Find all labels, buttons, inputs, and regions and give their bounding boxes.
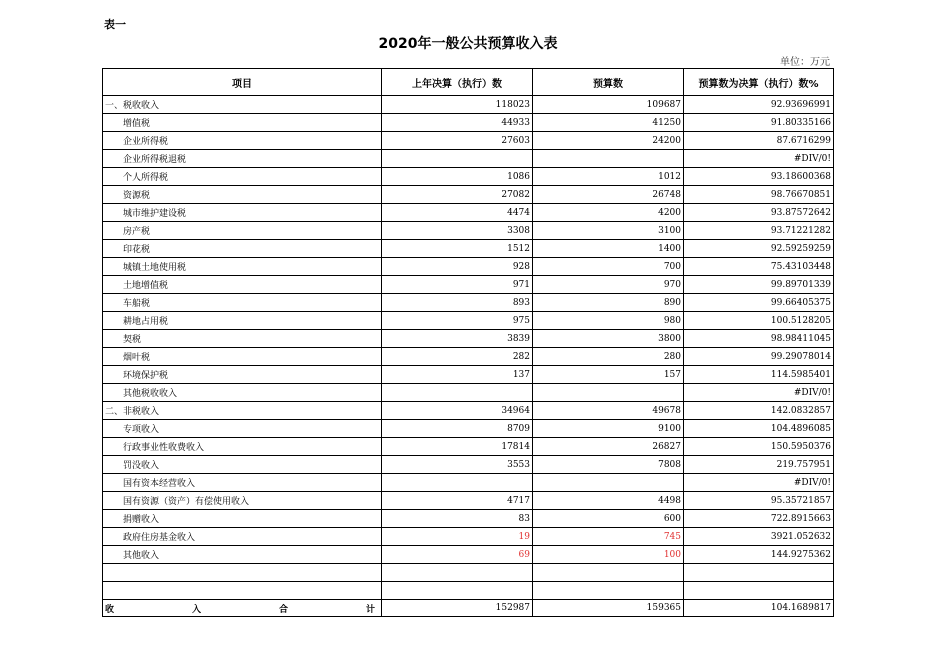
total-pct: 104.1689817 xyxy=(684,600,834,617)
row-prev: 928 xyxy=(382,258,533,276)
row-name: 资源税 xyxy=(103,186,382,204)
row-budget xyxy=(533,474,684,492)
row-budget: 49678 xyxy=(533,402,684,420)
row-budget: 600 xyxy=(533,510,684,528)
row-pct: 75.43103448 xyxy=(684,258,834,276)
revenue-table xyxy=(102,68,834,617)
row-budget: 3800 xyxy=(533,330,684,348)
row-budget: 745 xyxy=(533,528,684,546)
row-pct: #DIV/0! xyxy=(684,150,834,168)
page-title: 2020年一般公共预算收入表 xyxy=(378,36,558,52)
row-name: 政府住房基金收入 xyxy=(103,528,382,546)
row-budget: 109687 xyxy=(533,96,684,114)
row-pct: #DIV/0! xyxy=(684,474,834,492)
table-row xyxy=(103,240,834,258)
unit-label: 单位：万元 xyxy=(780,57,830,68)
row-prev xyxy=(382,384,533,402)
row-pct: 142.0832857 xyxy=(684,402,834,420)
table-row xyxy=(103,222,834,240)
row-prev: 282 xyxy=(382,348,533,366)
total-label-char: 收 xyxy=(105,604,115,615)
row-pct: 98.98411045 xyxy=(684,330,834,348)
row-pct: 3921.052632 xyxy=(684,528,834,546)
row-pct: 93.87572642 xyxy=(684,204,834,222)
total-label-char: 入 xyxy=(191,604,201,615)
row-name: 行政事业性收费收入 xyxy=(103,438,382,456)
row-name: 国有资本经营收入 xyxy=(103,474,382,492)
total-label xyxy=(103,600,382,617)
row-budget: 1400 xyxy=(533,240,684,258)
row-prev: 1512 xyxy=(382,240,533,258)
row-budget: 1012 xyxy=(533,168,684,186)
row-prev: 69 xyxy=(382,546,533,564)
row-name: 国有资源（资产）有偿使用收入 xyxy=(103,492,382,510)
table-row xyxy=(103,456,834,474)
row-budget: 7808 xyxy=(533,456,684,474)
col-header-pct: 预算数为决算（执行）数% xyxy=(684,69,834,96)
row-pct: 144.9275362 xyxy=(684,546,834,564)
row-pct: 99.66405375 xyxy=(684,294,834,312)
table-row xyxy=(103,294,834,312)
table-row xyxy=(103,132,834,150)
table-row xyxy=(103,114,834,132)
row-budget: 24200 xyxy=(533,132,684,150)
table-row xyxy=(103,366,834,384)
row-budget xyxy=(533,150,684,168)
row-pct: 114.5985401 xyxy=(684,366,834,384)
row-prev xyxy=(382,474,533,492)
blank-row xyxy=(103,564,834,582)
table-row xyxy=(103,258,834,276)
row-budget: 100 xyxy=(533,546,684,564)
table-row xyxy=(103,96,834,114)
row-budget: 980 xyxy=(533,312,684,330)
row-prev: 118023 xyxy=(382,96,533,114)
row-pct: 150.5950376 xyxy=(684,438,834,456)
table-row xyxy=(103,330,834,348)
row-name: 烟叶税 xyxy=(103,348,382,366)
row-pct: 99.89701339 xyxy=(684,276,834,294)
row-name: 个人所得税 xyxy=(103,168,382,186)
row-budget: 970 xyxy=(533,276,684,294)
row-prev: 893 xyxy=(382,294,533,312)
row-prev: 8709 xyxy=(382,420,533,438)
row-prev xyxy=(382,150,533,168)
row-pct: 219.757951 xyxy=(684,456,834,474)
table-row xyxy=(103,348,834,366)
row-prev: 3308 xyxy=(382,222,533,240)
table-row xyxy=(103,168,834,186)
row-pct: 87.6716299 xyxy=(684,132,834,150)
row-name: 车船税 xyxy=(103,294,382,312)
row-prev: 27603 xyxy=(382,132,533,150)
row-name: 房产税 xyxy=(103,222,382,240)
row-name: 其他税收收入 xyxy=(103,384,382,402)
table-row xyxy=(103,276,834,294)
row-name: 专项收入 xyxy=(103,420,382,438)
row-name: 增值税 xyxy=(103,114,382,132)
row-name: 印花税 xyxy=(103,240,382,258)
col-header-prev: 上年决算（执行）数 xyxy=(382,69,533,96)
row-pct: 93.18600368 xyxy=(684,168,834,186)
row-name: 土地增值税 xyxy=(103,276,382,294)
row-pct: 100.5128205 xyxy=(684,312,834,330)
row-name: 捐赠收入 xyxy=(103,510,382,528)
row-prev: 19 xyxy=(382,528,533,546)
table-tag: 表一 xyxy=(104,18,126,31)
row-budget: 41250 xyxy=(533,114,684,132)
row-budget: 26827 xyxy=(533,438,684,456)
row-name: 其他收入 xyxy=(103,546,382,564)
table-row xyxy=(103,186,834,204)
row-pct: 92.93696991 xyxy=(684,96,834,114)
total-row xyxy=(103,600,834,617)
row-prev: 34964 xyxy=(382,402,533,420)
table-row xyxy=(103,420,834,438)
row-name: 企业所得税 xyxy=(103,132,382,150)
row-budget: 9100 xyxy=(533,420,684,438)
row-budget: 26748 xyxy=(533,186,684,204)
row-prev: 975 xyxy=(382,312,533,330)
table-row xyxy=(103,150,834,168)
row-prev: 83 xyxy=(382,510,533,528)
blank-row xyxy=(103,582,834,600)
table-row xyxy=(103,384,834,402)
row-pct: 104.4896085 xyxy=(684,420,834,438)
row-budget: 4200 xyxy=(533,204,684,222)
row-name: 二、非税收入 xyxy=(103,402,382,420)
table-row xyxy=(103,546,834,564)
row-prev: 3839 xyxy=(382,330,533,348)
row-budget: 3100 xyxy=(533,222,684,240)
row-pct: 722.8915663 xyxy=(684,510,834,528)
row-prev: 4717 xyxy=(382,492,533,510)
row-prev: 44933 xyxy=(382,114,533,132)
total-label-char: 计 xyxy=(365,604,375,615)
row-name: 企业所得税退税 xyxy=(103,150,382,168)
total-budget: 159365 xyxy=(533,600,684,617)
row-prev: 4474 xyxy=(382,204,533,222)
row-name: 城市维护建设税 xyxy=(103,204,382,222)
table-row xyxy=(103,510,834,528)
total-prev: 152987 xyxy=(382,600,533,617)
row-name: 耕地占用税 xyxy=(103,312,382,330)
row-prev: 971 xyxy=(382,276,533,294)
table-row xyxy=(103,312,834,330)
row-pct: 98.76670851 xyxy=(684,186,834,204)
row-prev: 17814 xyxy=(382,438,533,456)
row-pct: 91.80335166 xyxy=(684,114,834,132)
row-budget: 890 xyxy=(533,294,684,312)
row-budget: 700 xyxy=(533,258,684,276)
row-prev: 27082 xyxy=(382,186,533,204)
row-pct: 95.35721857 xyxy=(684,492,834,510)
row-prev: 3553 xyxy=(382,456,533,474)
row-pct: 99.29078014 xyxy=(684,348,834,366)
col-header-budget: 预算数 xyxy=(533,69,684,96)
row-prev: 1086 xyxy=(382,168,533,186)
row-name: 环境保护税 xyxy=(103,366,382,384)
row-budget: 157 xyxy=(533,366,684,384)
col-header-item: 项目 xyxy=(103,69,382,96)
row-pct: #DIV/0! xyxy=(684,384,834,402)
table-row xyxy=(103,528,834,546)
row-name: 罚没收入 xyxy=(103,456,382,474)
row-pct: 93.71221282 xyxy=(684,222,834,240)
row-name: 契税 xyxy=(103,330,382,348)
row-budget xyxy=(533,384,684,402)
row-budget: 4498 xyxy=(533,492,684,510)
table-row xyxy=(103,204,834,222)
table-row xyxy=(103,474,834,492)
table-header-row xyxy=(103,69,834,96)
row-name: 城镇土地使用税 xyxy=(103,258,382,276)
table-row xyxy=(103,492,834,510)
table-row xyxy=(103,438,834,456)
row-budget: 280 xyxy=(533,348,684,366)
row-prev: 137 xyxy=(382,366,533,384)
row-name: 一、税收收入 xyxy=(103,96,382,114)
row-pct: 92.59259259 xyxy=(684,240,834,258)
table-row xyxy=(103,402,834,420)
total-label-char: 合 xyxy=(278,604,288,615)
